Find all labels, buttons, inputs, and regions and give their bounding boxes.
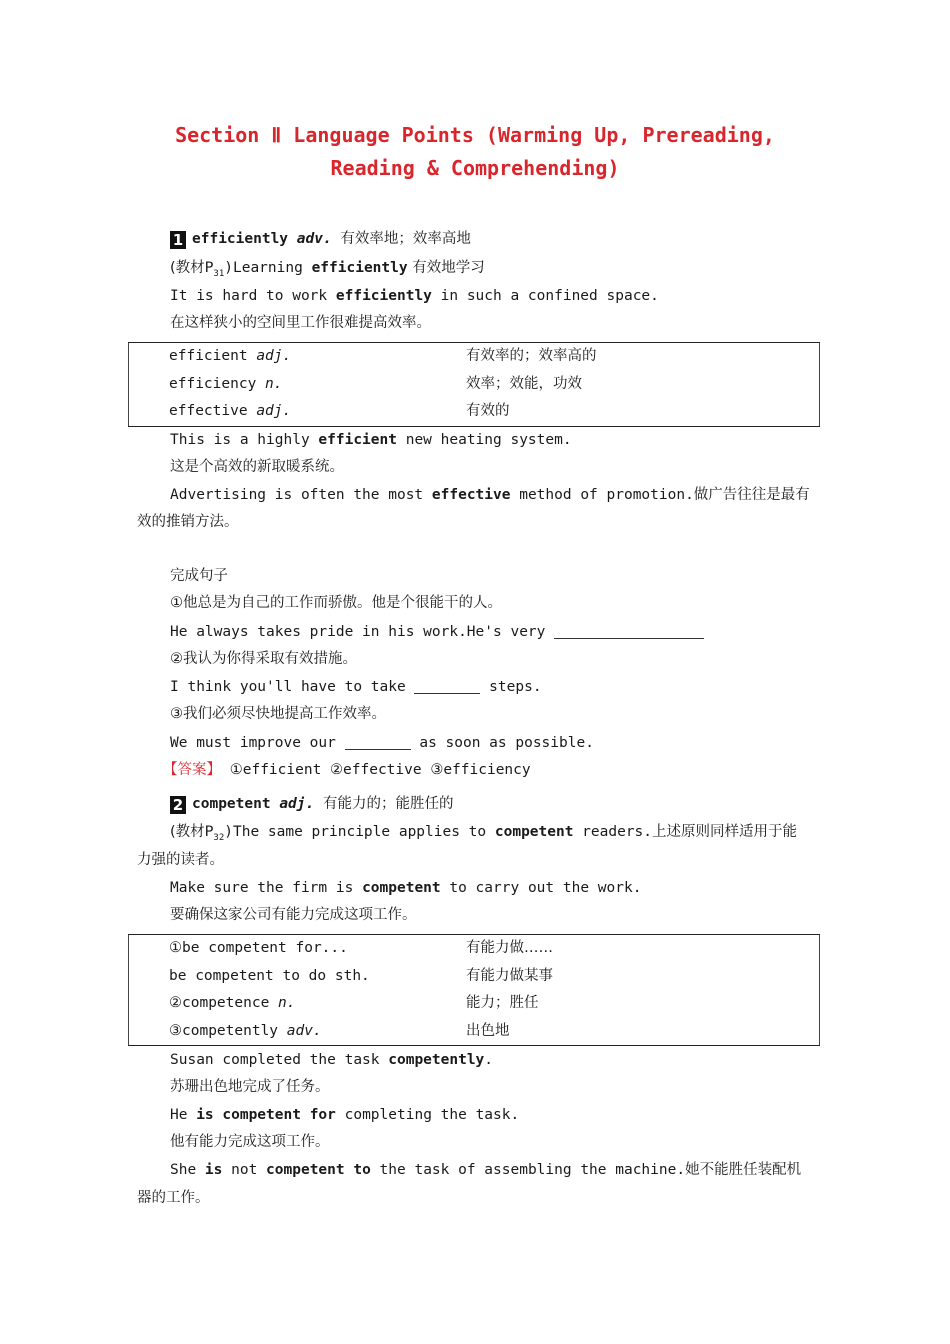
example-translation-cont: 器的工作。 bbox=[137, 1190, 210, 1206]
textbook-example-cont: 力强的读者。 bbox=[137, 852, 224, 868]
sentence-cn: 有效地学习 bbox=[407, 260, 485, 276]
word: efficiency bbox=[169, 375, 266, 392]
page-title-line1: Section Ⅱ Language Points (Warming Up, Prereading, bbox=[175, 123, 775, 147]
answer-blank[interactable] bbox=[414, 679, 480, 694]
word: ①be competent for... bbox=[169, 940, 348, 956]
answer-text: ①efficient ②effective ③efficiency bbox=[221, 762, 531, 778]
keyword: efficiently bbox=[311, 260, 408, 276]
example-sentence bbox=[170, 485, 810, 505]
example-sentence bbox=[170, 286, 659, 306]
word: ③competently bbox=[169, 1022, 287, 1039]
table-row bbox=[128, 398, 820, 426]
word: efficient bbox=[169, 348, 257, 364]
question-text: He always takes pride in his work.He's very bbox=[170, 624, 555, 640]
table-cell-meaning: 效率；效能，功效 bbox=[466, 375, 582, 392]
pos: adv. bbox=[286, 1022, 322, 1039]
entry-number-badge: 1 bbox=[170, 231, 186, 249]
question-1-en bbox=[170, 622, 704, 642]
question-1-cn: ①他总是为自己的工作而骄傲。他是个很能干的人。 bbox=[170, 595, 502, 611]
keyword: is bbox=[204, 1162, 223, 1178]
entry-word: efficiently bbox=[192, 231, 289, 247]
sentence-text: Make sure the firm is bbox=[170, 880, 363, 896]
word-family-table-1 bbox=[128, 342, 820, 427]
entry-pos: adj. bbox=[279, 796, 315, 812]
page-title-line2: Reading & Comprehending) bbox=[330, 156, 620, 180]
word: effective bbox=[169, 403, 257, 419]
sentence-text: He bbox=[170, 1107, 197, 1123]
question-text: steps. bbox=[480, 679, 542, 695]
entry-number-badge: 2 bbox=[170, 796, 186, 814]
table-cell-word bbox=[169, 371, 283, 399]
table-cell-meaning: 有能力做某事 bbox=[466, 967, 553, 984]
textbook-ref: (教材P bbox=[170, 824, 214, 840]
table-cell-meaning: 有能力做…… bbox=[466, 940, 553, 956]
sentence-text: . bbox=[484, 1052, 494, 1068]
entry-1-heading bbox=[170, 229, 471, 249]
sentence-text: She bbox=[170, 1162, 205, 1178]
entry-2-heading bbox=[170, 794, 453, 814]
sentence-text: It is hard to work bbox=[170, 288, 336, 304]
table-cell-word bbox=[169, 1018, 322, 1046]
word-family-table-2 bbox=[128, 934, 820, 1046]
sentence-text: not bbox=[222, 1162, 267, 1178]
sentence-text: This is a highly bbox=[170, 432, 319, 448]
word: be competent to do sth. bbox=[169, 967, 370, 984]
entry-meaning: 有效率地；效率高地 bbox=[340, 231, 471, 247]
sentence-text: readers.上述原则同样适用于能 bbox=[573, 824, 798, 840]
table-cell-word bbox=[169, 963, 370, 991]
exercise-title: 完成句子 bbox=[170, 568, 228, 584]
table-cell-word bbox=[169, 935, 348, 963]
table-cell-word bbox=[169, 398, 291, 426]
pos: n. bbox=[265, 375, 283, 392]
table-cell-word bbox=[169, 990, 296, 1018]
question-text: as soon as possible. bbox=[410, 735, 594, 751]
textbook-example-2 bbox=[170, 822, 797, 848]
table-row bbox=[128, 935, 820, 963]
table-cell-meaning: 有效的 bbox=[466, 403, 510, 419]
keyword: effective bbox=[431, 487, 511, 503]
entry-pos: adv. bbox=[296, 231, 332, 247]
textbook-example-1 bbox=[170, 258, 485, 284]
sentence-text: to carry out the work. bbox=[440, 880, 642, 896]
textbook-ref: (教材P bbox=[170, 260, 214, 276]
table-row bbox=[128, 963, 820, 991]
sentence-text: completing the task. bbox=[335, 1107, 520, 1123]
keyword: competent bbox=[494, 824, 574, 840]
question-3-en bbox=[170, 733, 594, 753]
table-cell-word bbox=[169, 343, 291, 371]
answer-blank[interactable] bbox=[554, 624, 704, 639]
keyword: efficient bbox=[318, 432, 397, 448]
keyword: competent to bbox=[266, 1162, 371, 1178]
sentence-text: the task of assembling the machine.她不能胜任装配机 bbox=[370, 1162, 802, 1178]
example-sentence bbox=[170, 878, 641, 898]
example-translation: 要确保这家公司有能力完成这项工作。 bbox=[170, 907, 417, 923]
question-text: I think you'll have to take bbox=[170, 679, 415, 695]
table-row bbox=[128, 990, 820, 1018]
textbook-page: 31 bbox=[213, 268, 225, 279]
table-cell-meaning: 有效率的；效率高的 bbox=[466, 348, 597, 364]
entry-word: competent bbox=[192, 796, 271, 812]
pos: adj. bbox=[256, 348, 292, 364]
table-row bbox=[128, 343, 820, 371]
question-2-cn: ②我认为你得采取有效措施。 bbox=[170, 651, 357, 667]
table-cell-meaning: 出色地 bbox=[466, 1022, 510, 1039]
answer-line bbox=[163, 760, 531, 780]
question-3-cn: ③我们必须尽快地提高工作效率。 bbox=[170, 706, 386, 722]
sentence-text: in such a confined space. bbox=[431, 288, 659, 304]
pos: n. bbox=[278, 995, 296, 1011]
sentence-text: method of promotion.做广告往往是最有 bbox=[510, 487, 810, 503]
example-sentence bbox=[170, 1105, 519, 1125]
example-translation-cont: 效的推销方法。 bbox=[137, 514, 239, 530]
table-row bbox=[128, 371, 820, 399]
table-cell-meaning: 能力；胜任 bbox=[466, 995, 539, 1011]
sentence-text: Advertising is often the most bbox=[170, 487, 432, 503]
keyword: competently bbox=[388, 1052, 485, 1068]
example-sentence bbox=[170, 1160, 801, 1180]
answer-label: 【答案】 bbox=[163, 762, 221, 778]
example-translation: 这是个高效的新取暖系统。 bbox=[170, 459, 344, 475]
sentence-text: Susan completed the task bbox=[170, 1052, 389, 1068]
question-text: We must improve our bbox=[170, 735, 345, 751]
example-translation: 在这样狭小的空间里工作很难提高效率。 bbox=[170, 315, 431, 331]
example-sentence bbox=[170, 1050, 493, 1070]
textbook-page: 32 bbox=[213, 832, 225, 843]
sentence-text: )Learning bbox=[224, 260, 312, 276]
keyword: competent bbox=[362, 880, 441, 896]
sentence-text: new heating system. bbox=[396, 432, 572, 448]
example-sentence bbox=[170, 430, 572, 450]
answer-blank[interactable] bbox=[345, 735, 411, 750]
example-translation: 他有能力完成这项工作。 bbox=[170, 1134, 330, 1150]
table-row bbox=[128, 1018, 820, 1046]
question-2-en bbox=[170, 677, 542, 697]
example-translation: 苏珊出色地完成了任务。 bbox=[170, 1079, 330, 1095]
entry-meaning: 有能力的；能胜任的 bbox=[322, 796, 454, 812]
sentence-text: )The same principle applies to bbox=[224, 824, 495, 840]
keyword: efficiently bbox=[335, 288, 432, 304]
pos: adj. bbox=[256, 403, 292, 419]
keyword: is competent for bbox=[196, 1107, 336, 1123]
word: ②competence bbox=[169, 995, 279, 1011]
